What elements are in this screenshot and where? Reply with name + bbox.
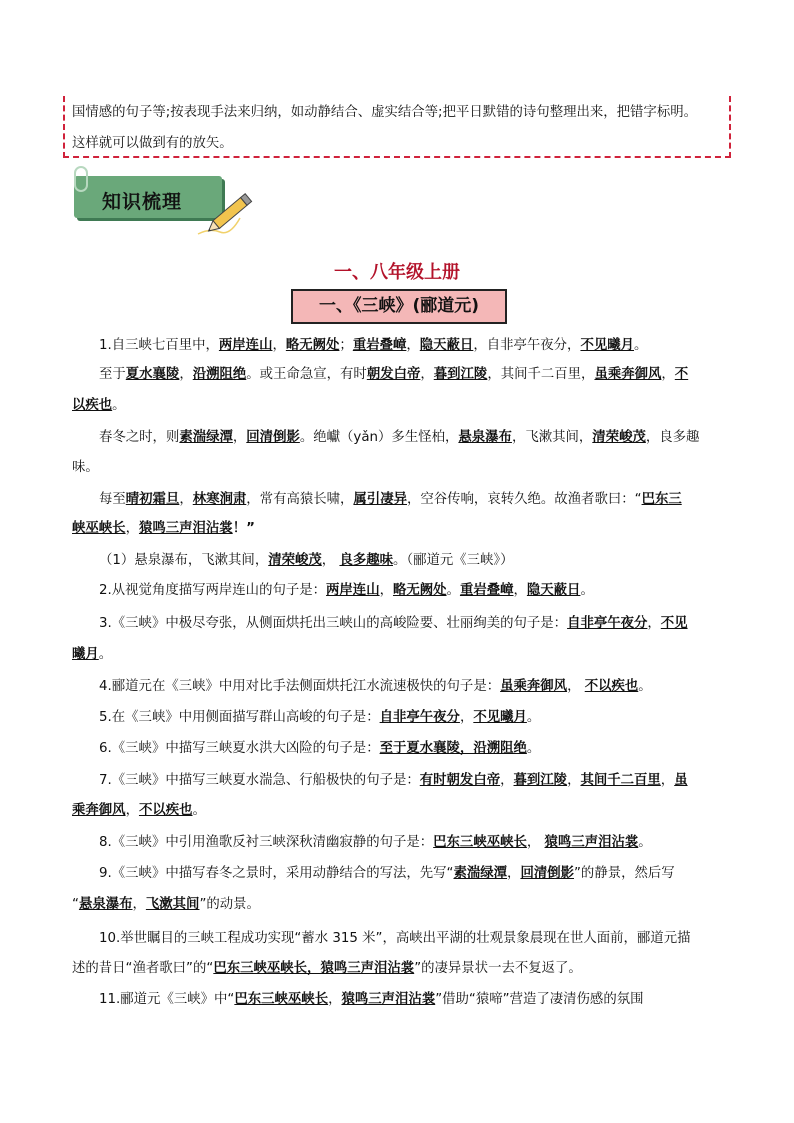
answer-text: 虽乘奔御风 xyxy=(500,679,568,694)
body-text-segment: ， xyxy=(179,367,193,382)
answer-text: 重岩叠嶂 xyxy=(459,583,514,598)
body-text-segment: 。 xyxy=(192,803,206,818)
body-text-segment: ， xyxy=(567,679,585,694)
answer-text: 以疾也 xyxy=(72,398,113,413)
body-text-segment: ”的动景。 xyxy=(199,897,260,912)
body-line xyxy=(99,339,647,352)
body-text-segment: 。 xyxy=(580,583,594,598)
body-text-segment: ， xyxy=(660,773,675,788)
body-text-segment: ， xyxy=(500,773,514,788)
body-text-segment: ， xyxy=(526,835,545,850)
body-text-segment: 每至 xyxy=(99,492,126,507)
body-text-segment: ， xyxy=(132,897,146,912)
body-text-segment: ，其间千二百里， xyxy=(487,367,595,382)
body-text-segment: ，自非亭午夜分， xyxy=(473,338,581,353)
body-line xyxy=(72,648,112,661)
answer-text: 自非亭午夜分 xyxy=(567,616,648,631)
answer-text: 其间千二百里 xyxy=(580,773,661,788)
answer-text: 猿鸣三声泪沾裳 xyxy=(341,992,436,1007)
body-text-segment: 。 xyxy=(634,338,648,353)
answer-text: 回清倒影 xyxy=(520,866,574,881)
answer-text: 不以疾也 xyxy=(138,803,193,818)
intro-line-1: 国情感的句子等;按表现手法来归纳，如动静结合、虚实结合等;把平日默错的诗句整理出来，把错字标明。 xyxy=(72,105,697,120)
body-text-segment: 5.在《三峡》中用侧面描写群山高峻的句子是： xyxy=(99,710,380,725)
body-line xyxy=(99,584,594,597)
body-text-segment: ”借助“猿啼”营造了凄清伤感的氛围 xyxy=(435,992,644,1007)
body-text-segment: （1）悬泉瀑布，飞漱其间， xyxy=(99,553,269,568)
answer-text: 晴初霜旦 xyxy=(125,492,180,507)
answer-text: 自非亭午夜分 xyxy=(379,710,460,725)
answer-text: 回清倒影 xyxy=(246,430,300,445)
answer-text: 隐天蔽日 xyxy=(526,583,581,598)
answer-text: 清荣峻茂 xyxy=(592,430,646,445)
body-text-segment: ！” xyxy=(232,521,255,536)
body-text-segment: ， xyxy=(328,992,342,1007)
body-text-segment: 6.《三峡》中描写三峡夏水洪大凶险的句子是： xyxy=(99,741,380,756)
answer-text: 略无阙处 xyxy=(285,338,340,353)
body-line xyxy=(72,898,260,911)
body-text-segment: ，飞漱其间， xyxy=(511,430,593,445)
body-text-segment: ， xyxy=(513,583,527,598)
answer-text: 不以疾也 xyxy=(584,679,639,694)
answer-text: 良多趣味 xyxy=(339,553,393,568)
answer-text: 夏水襄陵 xyxy=(125,367,180,382)
answer-text: 虽 xyxy=(674,773,688,788)
answer-text: 朝发白帝 xyxy=(366,367,421,382)
answer-text: 飞漱其间 xyxy=(145,897,200,912)
body-line xyxy=(99,711,540,724)
body-text-segment: ， xyxy=(321,553,340,568)
answer-text: 不见 xyxy=(660,616,688,631)
answer-text: 两岸连山 xyxy=(326,583,380,598)
answer-text: 有时朝发白帝 xyxy=(419,773,501,788)
chapter-title: 一、《三峡》(郦道元) xyxy=(291,289,507,324)
body-text-segment: 。 xyxy=(526,741,541,756)
body-text-segment: ， xyxy=(459,710,474,725)
answer-text: 巴东三 xyxy=(641,492,682,507)
answer-text: 不见曦月 xyxy=(580,338,635,353)
answer-text: 猿鸣三声泪沾裳 xyxy=(138,521,233,536)
section-title: 一、八年级上册 xyxy=(334,262,460,283)
answer-text: 巴东三峡巫峡长，猿鸣三声泪沾裳 xyxy=(213,961,415,976)
answer-text: 悬泉瀑布 xyxy=(458,430,512,445)
body-text-segment: 。 xyxy=(98,647,113,662)
body-line xyxy=(99,368,688,381)
answer-text: 不 xyxy=(674,367,689,382)
answer-text: 虽乘奔御风 xyxy=(594,367,662,382)
body-text-segment: 11.郦道元《三峡》中“ xyxy=(99,992,235,1007)
body-text-segment: ； xyxy=(339,338,353,353)
body-line xyxy=(99,867,675,880)
body-text-segment: 。 xyxy=(526,710,541,725)
intro-line-2: 这样就可以做到有的放矢。 xyxy=(72,136,233,151)
body-line xyxy=(72,399,126,412)
answer-text: 隐天蔽日 xyxy=(419,338,474,353)
answer-text: 素湍绿潭 xyxy=(453,866,508,881)
body-text-segment: ，常有高猿长啸， xyxy=(246,492,354,507)
answer-text: 巴东三峡巫峡长 xyxy=(433,835,527,850)
answer-text: 素湍绿潭 xyxy=(179,430,233,445)
body-text-segment: ， xyxy=(661,367,675,382)
body-line xyxy=(99,774,688,787)
paperclip-icon xyxy=(74,166,88,192)
answer-text: 巴东三峡巫峡长 xyxy=(234,992,329,1007)
body-text-segment: 9.《三峡》中描写春冬之景时，采用动静结合的写法，先写“ xyxy=(99,866,454,881)
body-text-segment: 。 xyxy=(638,835,652,850)
body-line xyxy=(99,836,652,849)
answer-text: 林寒涧肃 xyxy=(192,492,247,507)
body-line xyxy=(72,962,582,975)
body-line xyxy=(99,617,688,630)
answer-text: 悬泉瀑布 xyxy=(78,897,133,912)
answer-text: 沿溯阻绝 xyxy=(192,367,247,382)
body-text-segment: “ xyxy=(72,897,79,912)
body-text-segment: ， xyxy=(379,583,393,598)
body-line xyxy=(99,554,514,567)
body-text-segment: 至于 xyxy=(99,367,126,382)
body-text-segment: ， xyxy=(406,338,420,353)
body-line xyxy=(72,804,206,817)
body-text-segment: 4.郦道元在《三峡》中用对比手法侧面烘托江水流速极快的句子是： xyxy=(99,679,501,694)
body-text-segment: 述的昔日“渔者歌曰”的“ xyxy=(72,961,214,976)
answer-text: 曦月 xyxy=(72,647,99,662)
body-line xyxy=(72,461,99,474)
body-text-segment: ”的凄异景状一去不复返了。 xyxy=(414,961,582,976)
body-text-segment: ， xyxy=(125,803,139,818)
body-line xyxy=(99,993,644,1006)
answer-text: 至于夏水襄陵，沿溯阻绝 xyxy=(379,741,527,756)
body-line xyxy=(99,431,699,444)
body-text-segment: ， xyxy=(420,367,434,382)
body-line xyxy=(99,932,690,945)
body-line xyxy=(99,493,682,506)
body-text-segment: 8.《三峡》中引用渔歌反衬三峡深秋清幽寂静的句子是： xyxy=(99,835,434,850)
body-text-segment: ， xyxy=(272,338,286,353)
answer-text: 属引凄异 xyxy=(353,492,407,507)
body-text-segment: 。（郦道元《三峡》） xyxy=(393,553,514,568)
body-text-segment: ， xyxy=(567,773,581,788)
answer-text: 重岩叠嶂 xyxy=(352,338,407,353)
body-text-segment: 1.自三峡七百里中， xyxy=(99,338,219,353)
answer-text: 乘奔御风 xyxy=(72,803,126,818)
body-text-segment: 。 xyxy=(446,583,460,598)
body-text-segment: 。 xyxy=(638,679,652,694)
body-text-segment: ， xyxy=(125,521,139,536)
body-text-segment: 春冬之时，则 xyxy=(99,430,180,445)
body-text-segment: 。或王命急宣，有时 xyxy=(246,367,367,382)
body-text-segment: ，良多趣 xyxy=(645,430,700,445)
body-text-segment: 7.《三峡》中描写三峡夏水湍急、行船极快的句子是： xyxy=(99,773,420,788)
body-text-segment: 3.《三峡》中极尽夸张，从侧面烘托出三峡山的高峻险要、壮丽绚美的句子是： xyxy=(99,616,568,631)
answer-text: 两岸连山 xyxy=(218,338,273,353)
body-text-segment: 。 xyxy=(112,398,126,413)
body-text-segment: ”的静景，然后写 xyxy=(574,866,675,881)
banner-label: 知识梳理 xyxy=(102,191,183,213)
answer-text: 暮到江陵 xyxy=(513,773,568,788)
body-text-segment: ， xyxy=(647,616,661,631)
answer-text: 略无阙处 xyxy=(392,583,447,598)
body-line xyxy=(72,522,255,535)
body-text-segment: ， xyxy=(179,492,193,507)
answer-text: 清荣峻茂 xyxy=(268,553,322,568)
body-text-segment: ， xyxy=(232,430,247,445)
body-text-segment: 2.从视觉角度描写两岸连山的句子是： xyxy=(99,583,327,598)
answer-text: 峡巫峡长 xyxy=(72,521,126,536)
body-line xyxy=(99,742,540,755)
body-text-segment: 味。 xyxy=(72,460,99,475)
body-text-segment: ，空谷传响，哀转久绝。故渔者歌曰：“ xyxy=(406,492,642,507)
pencil-icon xyxy=(190,188,260,238)
answer-text: 暮到江陵 xyxy=(433,367,488,382)
body-text-segment: ， xyxy=(507,866,521,881)
answer-text: 不见曦月 xyxy=(473,710,527,725)
body-text-segment: 10.举世瞩目的三峡工程成功实现“蓄水 315 米”，高峡出平湖的壮观景象晨现在世人面前，郦道元描 xyxy=(99,931,691,946)
body-text-segment: 。绝巘（yǎn）多生怪柏， xyxy=(299,430,459,445)
answer-text: 猿鸣三声泪沾裳 xyxy=(544,835,639,850)
body-line xyxy=(99,680,652,693)
